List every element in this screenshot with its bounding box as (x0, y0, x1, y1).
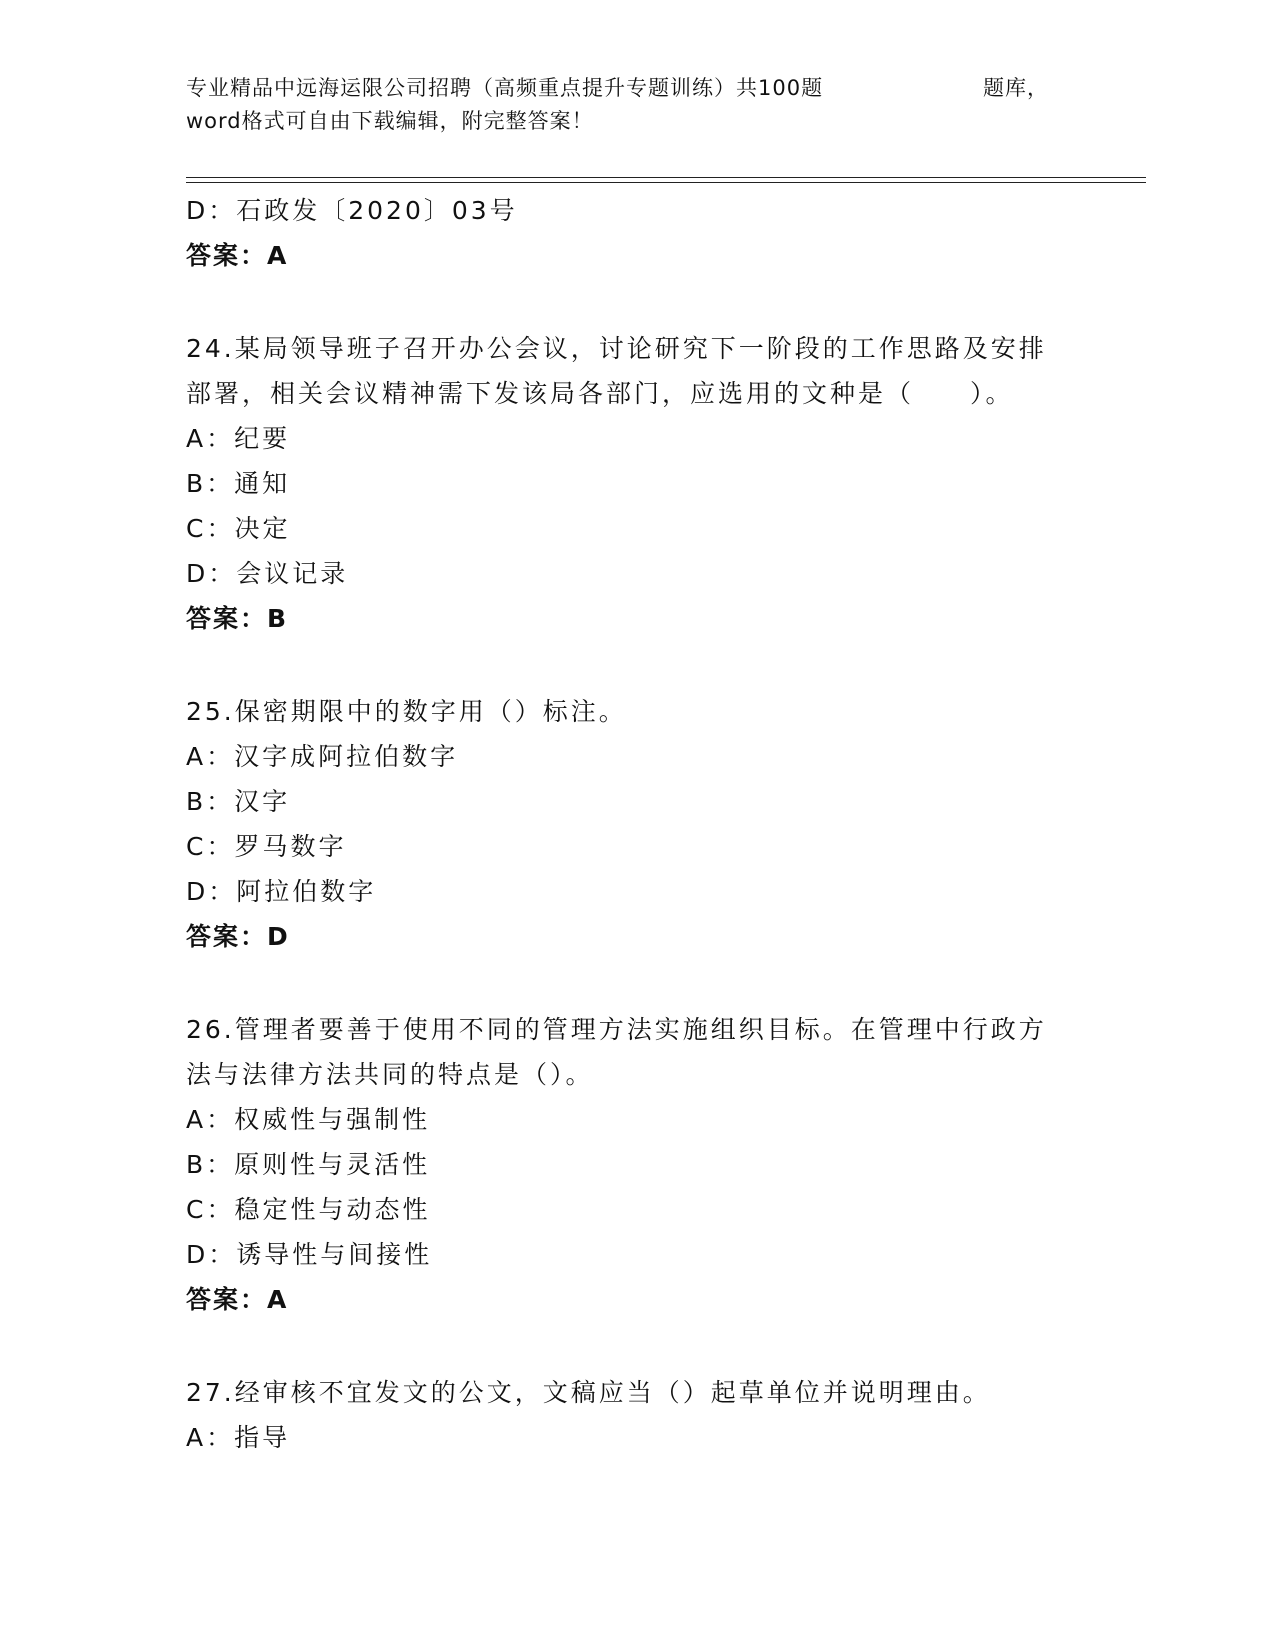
option-c: C：罗马数字 (186, 832, 347, 861)
header-subtitle: word格式可自由下载编辑，附完整答案！ (186, 109, 594, 133)
spacer (186, 278, 1086, 326)
question-block-24 (186, 326, 1086, 641)
header-title: 专业精品中远海运限公司招聘（高频重点提升专题训练）共100题 (186, 76, 824, 100)
option-c: C：决定 (186, 514, 291, 543)
question-block-27 (186, 1370, 1086, 1460)
option-b: B：通知 (186, 469, 291, 498)
option-d: D：会议记录 (186, 559, 349, 588)
answer-line: 答案：A (186, 241, 289, 270)
question-text: 24.某局领导班子召开办公会议，讨论研究下一阶段的工作思路及安排部署，相关会议精神需下发该局各部门，应选用的文种是（ ）。 (186, 334, 1047, 408)
question-text: 27.经审核不宜发文的公文，文稿应当（）起草单位并说明理由。 (186, 1378, 991, 1407)
option-a: A：纪要 (186, 424, 291, 453)
question-block-26 (186, 1007, 1086, 1322)
option-a: A：指导 (186, 1423, 291, 1452)
header-divider-top (186, 177, 1146, 178)
option-b: B：汉字 (186, 787, 291, 816)
option-b: B：原则性与灵活性 (186, 1150, 431, 1179)
question-block-25 (186, 689, 1086, 959)
spacer (186, 959, 1086, 1007)
answer-line: 答案：A (186, 1285, 289, 1314)
question-content (186, 188, 1086, 1460)
question-text: 25.保密期限中的数字用（）标注。 (186, 697, 627, 726)
header-title-line (186, 72, 1146, 105)
question-text: 26.管理者要善于使用不同的管理方法实施组织目标。在管理中行政方法与法律方法共同的特点是（）。 (186, 1015, 1047, 1089)
option-c: C：稳定性与动态性 (186, 1195, 431, 1224)
header-divider-bottom (186, 182, 1146, 183)
spacer (186, 1322, 1086, 1370)
option-d: D：阿拉伯数字 (186, 877, 377, 906)
answer-line: 答案：D (186, 922, 290, 951)
previous-question-tail (186, 188, 1086, 278)
spacer (186, 641, 1086, 689)
answer-line: 答案：B (186, 604, 289, 633)
header-title-tail: 题库， (983, 76, 1049, 100)
option-a: A：权威性与强制性 (186, 1105, 431, 1134)
page-header (186, 72, 1146, 138)
option-a: A：汉字成阿拉伯数字 (186, 742, 459, 771)
option-d: D：石政发〔2020〕03号 (186, 196, 518, 225)
option-d: D：诱导性与间接性 (186, 1240, 433, 1269)
